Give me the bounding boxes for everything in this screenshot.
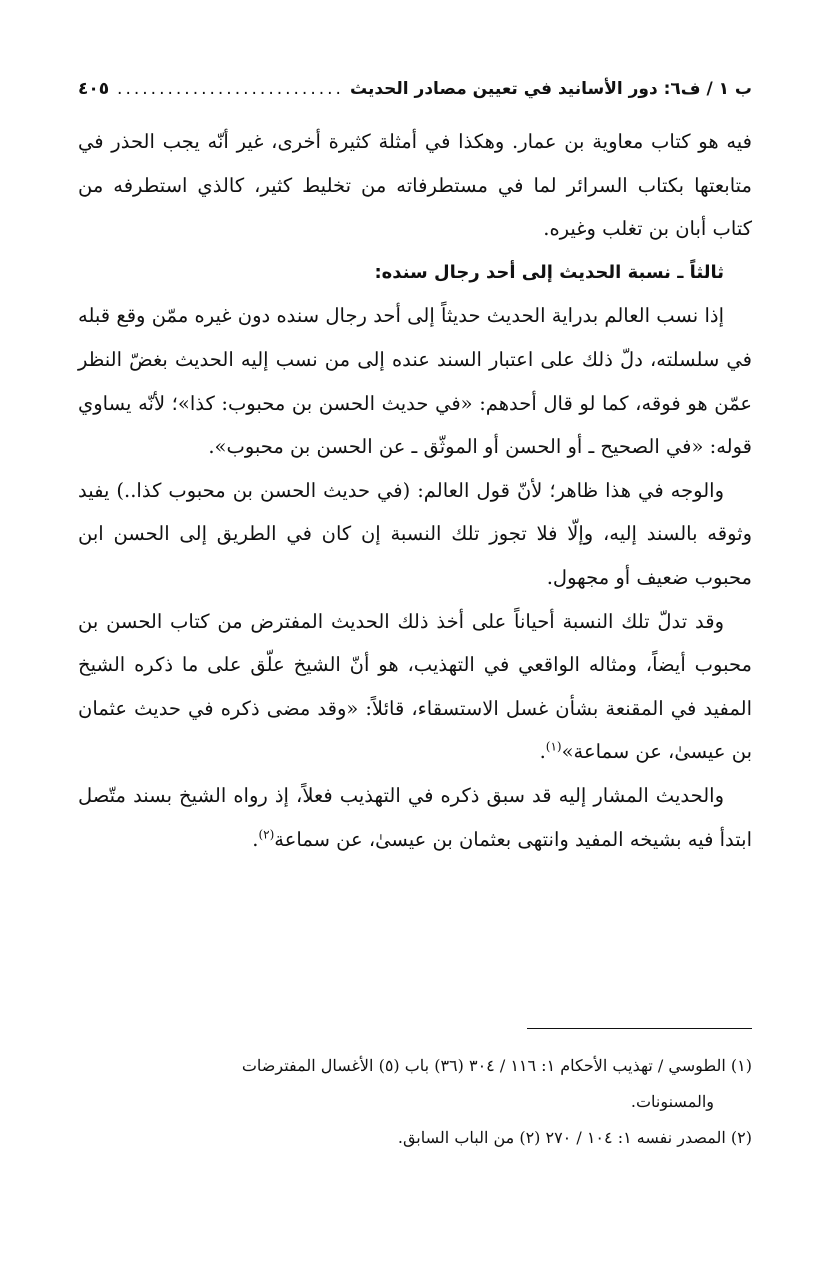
paragraph-5-text: والحديث المشار إليه قد سبق ذكره في التهذيب فعلاً، إذ رواه الشيخ بسند متّصل ابتدأ فيه بشيخه المفيد وانتهى بعثمان بن عيسىٰ، عن سماعة: [78, 783, 752, 851]
paragraph-5-end: .: [252, 827, 259, 851]
footnote-ref-1: (١): [545, 739, 562, 754]
footnote-1-continuation: والمسنونات.: [630, 1092, 714, 1111]
book-page: [78, 0, 752, 1261]
paragraph-4: [78, 600, 752, 774]
paragraph-3: والوجه في هذا ظاهر؛ لأنّ قول العالم: (في حديث الحسن بن محبوب كذا..) يفيد وثوقه بالسند إليه، وإلّا فلا تجوز تلك النسبة إن كان في الطريق إلى الحسن ابن محبوب ضعيف أو مجهول.: [78, 478, 752, 589]
section-heading: ثالثاً ـ نسبة الحديث إلى أحد رجال سنده:: [374, 261, 724, 283]
paragraph-5: [78, 774, 752, 861]
header-title: ب ١ / ف٦: دور الأسانيد في تعيين مصادر الحديث: [349, 79, 752, 99]
paragraph-2: إذا نسب العالم بدراية الحديث حديثاً إلى أحد رجال سنده دون غيره ممّن وقع قبله في سلسلته، دلّ ذلك على اعتبار السند عنده إلى من نسب إليه الحديث بغضّ النظر عمّن هو فوقه، كما لو قال أحدهم: «في حديث الحسن بن محبوب: كذا»؛ لأنّه يساوي قوله: «في الصحيح ـ أو الحسن أو الموثّق ـ عن الحسن بن محبوب».: [78, 304, 752, 459]
paragraph-1: فيه هو كتاب معاوية بن عمار. وهكذا في أمثلة كثيرة أخرى، غير أنّه يجب الحذر في متابعتها بكتاب السرائر لما في مستطرفاته من تخليط كثير، كالذي استطرفه من كتاب أبان بن تغلب وغيره.: [78, 130, 752, 241]
footnote-1: (١) الطوسي / تهذيب الأحكام ١: ١١٦ / ٣٠٤ (٣٦) باب (٥) الأغسال المفترضات: [241, 1056, 752, 1075]
footnotes: [78, 1048, 752, 1156]
main-text: [78, 120, 752, 861]
paragraph-4-end: .: [539, 740, 546, 764]
footnote-ref-2: (٢): [258, 827, 275, 841]
paragraph-4-text: وقد تدلّ تلك النسبة أحياناً على أخذ ذلك الحديث المفترض من كتاب الحسن بن محبوب أيضاً، ومثاله الواقعي في التهذيب، هو أنّ الشيخ علّق على ما ذكره الشيخ المفيد في المقنعة بشأن غسل الاستسقاء، قائلاً: «وقد مضى ذكره في حديث عثمان بن عيسىٰ، عن سماعة»: [78, 609, 752, 764]
footnote-2: (٢) المصدر نفسه ١: ١٠٤ / ٢٧٠ (٢) من الباب السابق.: [397, 1128, 752, 1147]
running-header: [78, 72, 752, 106]
footnote-separator: [527, 1028, 752, 1029]
page-number: ٤٠٥: [78, 79, 110, 99]
header-leader-dots: [115, 79, 344, 99]
